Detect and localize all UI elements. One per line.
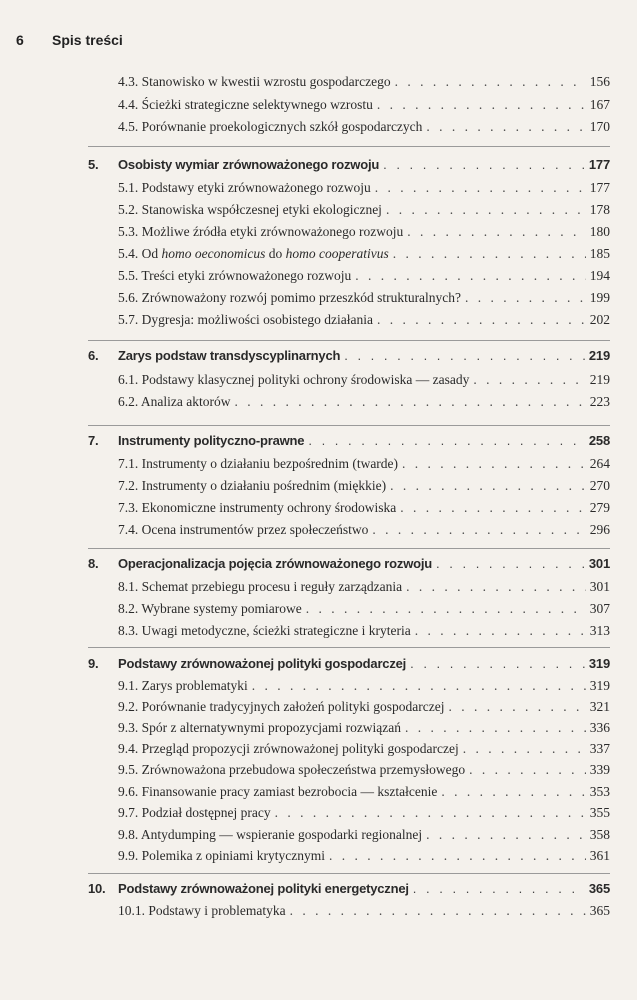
chapter-page: 258: [588, 433, 610, 448]
chapter-heading: [88, 554, 610, 574]
toc-entry-label: 10.1. Podstawy i problematyka: [118, 903, 286, 918]
chapter-page: 319: [588, 656, 610, 671]
toc-entry-page: 355: [589, 805, 610, 820]
page-number: 6: [16, 32, 24, 48]
toc-entry: [118, 266, 610, 286]
toc-entry-label: 7.1. Instrumenty o działaniu bezpośrednim (twarde): [118, 456, 399, 471]
toc-entry: [118, 95, 610, 115]
label-text: do: [265, 246, 286, 261]
toc-entry-page: 167: [589, 97, 610, 112]
toc-entry-label: 9.8. Antydumping — wspieranie gospodarki regionalnej: [118, 827, 423, 842]
toc-entry-page: 361: [589, 848, 610, 863]
toc-entry-page: 365: [589, 903, 610, 918]
toc-entry-page: 185: [589, 246, 610, 261]
chapter-title: Podstawy zrównoważonej polityki gospodarczej: [118, 656, 407, 671]
toc-entry: [118, 392, 610, 412]
toc-entry: [118, 599, 610, 619]
toc-entry-page: 319: [589, 678, 610, 693]
chapter-number: 8.: [88, 556, 99, 571]
toc-entry: [118, 901, 610, 921]
toc-entry-label: 8.1. Schemat przebiegu procesu i reguły zarządzania: [118, 579, 403, 594]
toc-entry: [118, 803, 610, 823]
chapter-number: 6.: [88, 348, 99, 363]
toc-entry-page: 170: [589, 119, 610, 134]
chapter-heading: [88, 879, 610, 899]
toc-entry: [118, 310, 610, 330]
toc-entry-page: 202: [589, 312, 610, 327]
chapter-heading: [88, 654, 610, 674]
toc-entry-page: 199: [589, 290, 610, 305]
toc-entry: [118, 178, 610, 198]
toc-entry-page: 180: [589, 224, 610, 239]
toc-entry: [118, 244, 610, 264]
chapter-title: Instrumenty polityczno-prawne: [118, 433, 305, 448]
chapter-heading: [88, 346, 610, 366]
chapter-page: 301: [588, 556, 610, 571]
toc-entry-page: 178: [589, 202, 610, 217]
chapter-number: 7.: [88, 433, 99, 448]
toc-entry: [118, 288, 610, 308]
toc-entry-page: 358: [589, 827, 610, 842]
toc-entry-page: 307: [589, 601, 610, 616]
toc-entry-page: 353: [589, 784, 610, 799]
page-title: Spis treści: [52, 32, 123, 48]
label-text: 5.4. Od: [118, 246, 162, 261]
toc-entry-label: 9.9. Polemika z opiniami krytycznymi: [118, 848, 325, 863]
chapter-heading: [88, 431, 610, 451]
toc-entry-label: 5.7. Dygresja: możliwości osobistego działania: [118, 312, 373, 327]
toc-entry-label: 9.7. Podział dostępnej pracy: [118, 805, 271, 820]
chapter-number: 10.: [88, 881, 106, 896]
toc-entry-label: 5.2. Stanowiska współczesnej etyki ekologicznej: [118, 202, 382, 217]
toc-entry-page: 321: [589, 699, 610, 714]
toc-entry-label: 5.3. Możliwe źródła etyki zrównoważonego rozwoju: [118, 224, 404, 239]
toc-entry-page: 194: [589, 268, 610, 283]
toc-entry-label: 7.4. Ocena instrumentów przez społeczeństwo: [118, 522, 369, 537]
chapter-page: 365: [588, 881, 610, 896]
toc-entry: [118, 454, 610, 474]
toc-entry-label: 9.5. Zrównoważona przebudowa społeczeństwa przemysłowego: [118, 762, 466, 777]
toc-entry-label: 9.6. Finansowanie pracy zamiast bezrobocia — kształcenie: [118, 784, 438, 799]
toc-entry-label: 5.6. Zrównoważony rozwój pomimo przeszkód strukturalnych?: [118, 290, 462, 305]
chapter-page: 177: [588, 157, 610, 172]
toc-entry-label: [118, 244, 389, 264]
toc-entry-page: 264: [589, 456, 610, 471]
toc-entry-label: 7.3. Ekonomiczne instrumenty ochrony środowiska: [118, 500, 397, 515]
toc-entry: [118, 782, 610, 802]
chapter-number: 9.: [88, 656, 99, 671]
toc-entry: [118, 498, 610, 518]
chapter-title: Operacjonalizacja pojęcia zrównoważonego rozwoju: [118, 556, 433, 571]
toc-entry: [118, 200, 610, 220]
toc-entry: [118, 760, 610, 780]
chapter-divider: [88, 146, 610, 147]
toc-entry-page: 336: [589, 720, 610, 735]
toc-entry-label: 6.1. Podstawy klasycznej polityki ochrony środowiska — zasady: [118, 372, 470, 387]
chapter-divider: [88, 647, 610, 648]
toc-entry-page: 270: [589, 478, 610, 493]
toc-entry-label: 9.4. Przegląd propozycji zrównoważonej polityki gospodarczej: [118, 741, 459, 756]
toc-entry: [118, 577, 610, 597]
chapter-title: Zarys podstaw transdyscyplinarnych: [118, 348, 341, 363]
toc-entry-page: 313: [589, 623, 610, 638]
toc-entry: [118, 739, 610, 759]
chapter-divider: [88, 425, 610, 426]
toc-entry: [118, 520, 610, 540]
toc-entry-label: 5.5. Treści etyki zrównoważonego rozwoju: [118, 268, 352, 283]
toc-entry: [118, 72, 610, 92]
chapter-title: Osobisty wymiar zrównoważonego rozwoju: [118, 157, 380, 172]
chapter-heading: [88, 155, 610, 175]
toc-entry-page: 219: [589, 372, 610, 387]
label-italic: homo oeconomicus: [161, 246, 266, 261]
toc-entry-page: 177: [589, 180, 610, 195]
chapter-divider: [88, 873, 610, 874]
toc-entry-label: 9.3. Spór z alternatywnymi propozycjami rozwiązań: [118, 720, 402, 735]
toc-entry-label: 8.3. Uwagi metodyczne, ścieżki strategiczne i kryteria: [118, 623, 411, 638]
toc-entry-page: 339: [589, 762, 610, 777]
toc-entry: [118, 697, 610, 717]
toc-entry-page: 279: [589, 500, 610, 515]
toc-entry-page: 156: [589, 74, 610, 89]
chapter-divider: [88, 340, 610, 341]
toc-entry-label: 4.5. Porównanie proekologicznych szkół gospodarczych: [118, 119, 423, 134]
toc-entry-page: 337: [589, 741, 610, 756]
toc-entry: [118, 476, 610, 496]
toc-entry: [118, 117, 610, 137]
chapter-number: 5.: [88, 157, 99, 172]
toc-entry: [118, 370, 610, 390]
toc-entry: [118, 676, 610, 696]
toc-entry-label: 8.2. Wybrane systemy pomiarowe: [118, 601, 302, 616]
toc-entry: [118, 846, 610, 866]
toc-entry-label: 7.2. Instrumenty o działaniu pośrednim (miękkie): [118, 478, 387, 493]
toc-entry-label: 6.2. Analiza aktorów: [118, 394, 231, 409]
toc-entry: [118, 718, 610, 738]
toc-entry-page: 223: [589, 394, 610, 409]
toc-entry-page: 301: [589, 579, 610, 594]
toc-entry: [118, 825, 610, 845]
toc-entry-label: 9.2. Porównanie tradycyjnych założeń polityki gospodarczej: [118, 699, 445, 714]
toc-entry-label: 4.3. Stanowisko w kwestii wzrostu gospodarczego: [118, 74, 391, 89]
toc-entry-label: 5.1. Podstawy etyki zrównoważonego rozwoju: [118, 180, 371, 195]
toc-entry: [118, 621, 610, 641]
toc-entry: [118, 222, 610, 242]
toc-entry-page: 296: [589, 522, 610, 537]
chapter-page: 219: [588, 348, 610, 363]
label-italic: homo cooperativus: [285, 246, 389, 261]
toc-entry-label: 4.4. Ścieżki strategiczne selektywnego wzrostu: [118, 97, 373, 112]
chapter-title: Podstawy zrównoważonej polityki energetycznej: [118, 881, 409, 896]
toc-entry-label: 9.1. Zarys problematyki: [118, 678, 248, 693]
chapter-divider: [88, 548, 610, 549]
